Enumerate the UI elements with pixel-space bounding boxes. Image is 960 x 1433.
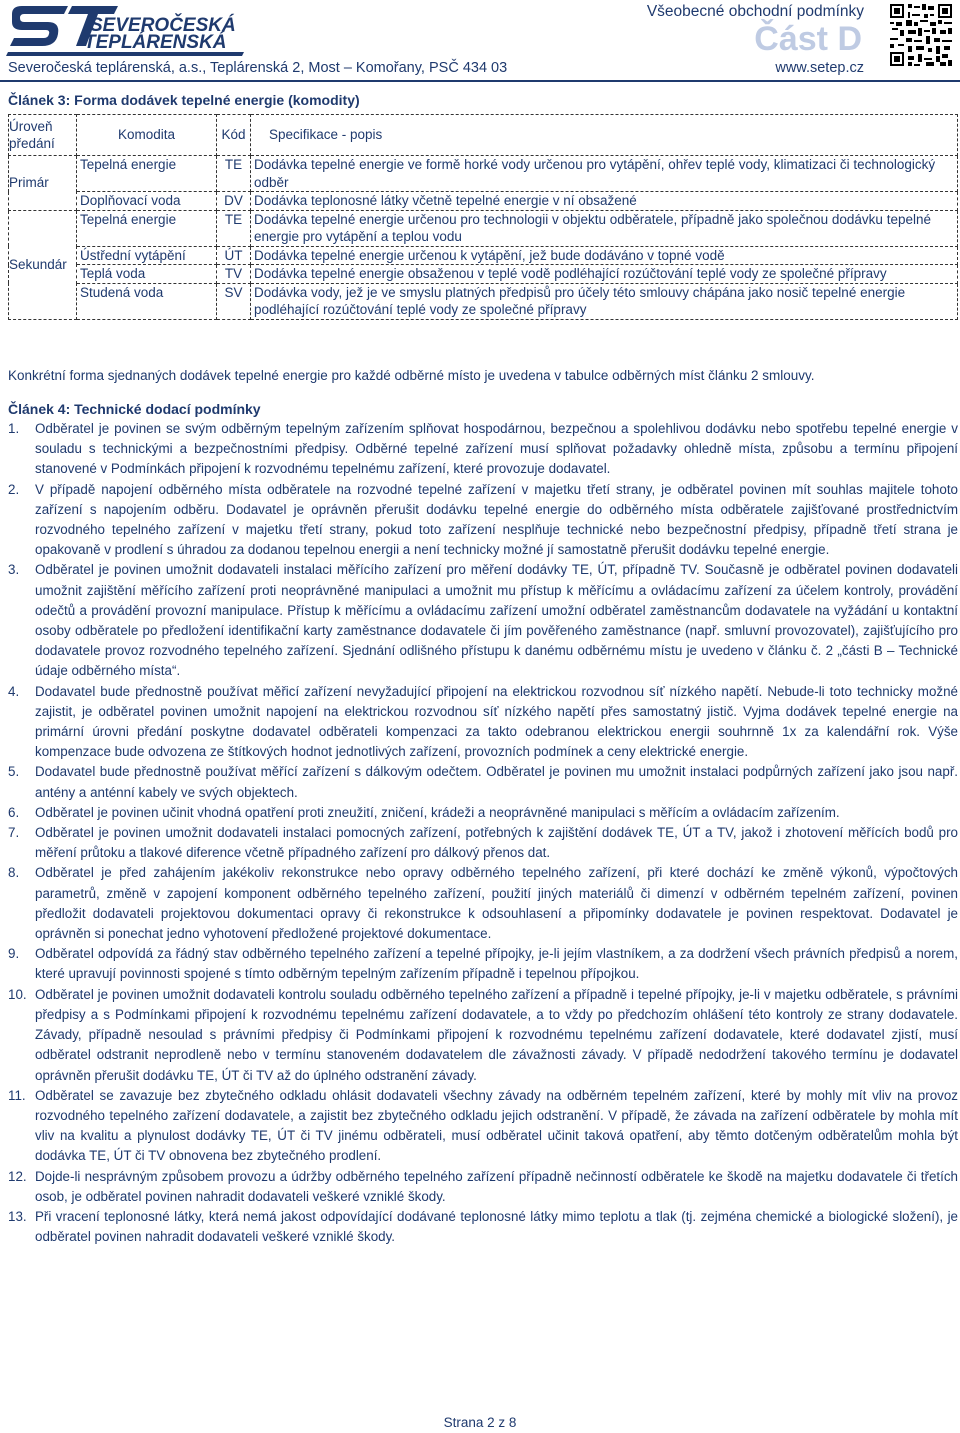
page-header: [0, 0, 960, 80]
header-divider: [0, 80, 960, 82]
commodity-cell: Teplá voda: [77, 265, 217, 284]
table-row: [9, 210, 958, 246]
technical-conditions-list: [8, 419, 958, 1247]
item-number: 9.: [8, 946, 20, 962]
list-item: [8, 823, 958, 863]
item-text: Odběratel je povinen umožnit dodavateli kontrolu souladu odběrného tepelného zařízení a případně i tepelné přípojky, je-li v majetku odběratele, s právními předpisy a s Podmínkami připojení k rozvodnému tepelnému zařízení dodavatele, a to vždy po předchozím ohlášení této kontroly ze strany dodavatele. Závady, případně nesoulad s právními předpisy či Podmínkami připojení k rozvodnému tepelnému zařízení dodavatele, které dodavatel zjistí, musí odběratel odstranit neprodleně nebo v termínu stanoveném dodavatelem dle závažnosti závady. V případě nedodržení takového termínu je dodavatel oprávněn přerušit dodávku TE, ÚT či TV až do úplného odstranění závady.: [35, 986, 958, 1083]
document-part: Část D: [754, 20, 862, 58]
list-item: [8, 1086, 958, 1167]
spec-cell: Dodávka tepelné energie určenou k vytápění, jež bude dodáváno v topné vodě: [251, 246, 958, 265]
item-text: Dodavatel bude přednostně používat měřicí zařízení nevyžadující připojení na elektrickou rozvodnou síť nízkého napětí. Nebude-li toto technicky možné zajistit, je odběratel povinen umožnit napojení na elektrickou rozvodnou síť nízkého napětí přes samostatný jistič. Vyjma dodávek tepelné energie na primární úrovni předání poskytne dodavatel odběrateli kompenzaci za takto odebranou elektrickou energii souhrnně 1x za kalendářní rok. Výše kompenzace bude odvozena ze štítkových hodnot jednotlivých zařízení, provozních podmínek a ceny elektrické energie.: [35, 683, 958, 760]
spec-cell: Dodávka tepelné energie ve formě horké vody určenou pro vytápění, ohřev teplé vody, klimatizaci či technologický odběr: [251, 156, 958, 192]
item-text: Dodavatel bude přednostně používat měřící zařízení s dálkovým odečtem. Odběratel je povinen mu umožnit instalaci podpůrných zařízení jako jsou např. antény a anténní kabely ve svých objektech.: [35, 764, 958, 800]
spec-cell: Dodávka tepelné energie určenou pro technologii v objektu odběratele, případně jako společnou dodávku tepelné energie pro vytápění a teplou vodu: [251, 210, 958, 246]
list-item: [8, 419, 958, 480]
list-item: [8, 682, 958, 763]
website-link[interactable]: www.setep.cz: [775, 60, 864, 76]
item-text: Odběratel je povinen umožnit dodavateli instalaci pomocných zařízení, potřebných k zajištění dodávek TE, ÚT a TV, jakož i zhotovení měřících bodů pro měření průtoku a tlakové diference včetně případného zařízení pro dálkový přenos dat.: [35, 825, 958, 861]
column-header-commodity: Komodita: [77, 115, 217, 156]
item-text: Odběratel odpovídá za řádný stav odběrného tepelného zařízení a tepelné přípojky, je-li jejím vlastníkem, a za dodržení všech právních předpisů a norem, které upravují povinnosti spojené s tímto odběrným tepelným zařízením případně i tepelnou přípojkou.: [35, 946, 958, 982]
item-number: 4.: [8, 683, 20, 699]
spec-cell: Dodávka tepelné energie obsaženou v teplé vodě podléhající rozúčtování teplé vody ze společné přípravy: [251, 265, 958, 284]
list-item: [8, 803, 958, 823]
column-header-spec: Specifikace - popis: [251, 115, 958, 156]
table-header-row: [9, 115, 958, 156]
item-number: 8.: [8, 865, 20, 881]
item-number: 6.: [8, 804, 20, 820]
item-text: Dojde-li nesprávným způsobem provozu a údržby odběrného tepelného zařízení případně nečinností odběratele ke škodě na majetku dodavatele či třetích osob, je odběratel povinen nahradit dodavateli veškeré vzniklé škody.: [35, 1168, 958, 1204]
item-number: 12.: [8, 1168, 27, 1184]
item-number: 5.: [8, 764, 20, 780]
commodity-cell: Ústřední vytápění: [77, 246, 217, 265]
page-number: Strana 2 z 8: [443, 1415, 517, 1430]
item-number: 1.: [8, 421, 20, 436]
table-row: [9, 283, 958, 319]
level-cell: Sekundár: [9, 210, 77, 319]
commodity-cell: Tepelná energie: [77, 210, 217, 246]
forms-note: Konkrétní forma sjednaných dodávek tepelné energie pro každé odběrné místo je uvedena v tabulce odběrných míst článku 2 smlouvy.: [8, 368, 815, 383]
code-cell: TE: [217, 210, 251, 246]
code-cell: SV: [217, 283, 251, 319]
list-item: [8, 944, 958, 984]
item-text: Odběratel je povinen se svým odběrným tepelným zařízením splňovat hospodárnou, bezpečnou a spolehlivou dodávku nebo spotřebu tepelné energie v souladu s technickými a bezpečnostními předpisy. Odběrné tepelné zařízení musí splňovat požadavky ohledně místa, způsobu a termínu připojení stanovené v Podmínkách připojení k rozvodnému tepelnému zařízení, které provozuje dodavatel.: [35, 421, 958, 477]
item-text: Při vracení teplonosné látky, která nemá jakost odpovídající dodávané teplonosné látky mimo teplotu a tlak (tj. zejména chemické a biologické složení), je odběratel povinen nahradit dodavateli veškeré vzniklé škody.: [35, 1208, 958, 1245]
commodity-cell: Studená voda: [77, 283, 217, 319]
item-number: 7.: [8, 825, 20, 841]
commodity-cell: Tepelná energie: [77, 156, 217, 192]
item-number: 10.: [8, 986, 27, 1002]
column-header-level: Úroveň předání: [9, 115, 77, 156]
commodity-cell: Doplňovací voda: [77, 192, 217, 211]
document-title: Všeobecné obchodní podmínky: [646, 3, 864, 20]
table-row: [9, 156, 958, 192]
commodity-forms-table: [8, 114, 958, 320]
item-number: 13.: [8, 1208, 27, 1224]
list-item: [8, 1167, 958, 1207]
list-item: [8, 985, 958, 1086]
table-row: [9, 265, 958, 284]
spec-cell: Dodávka vody, jež je ve smyslu platných předpisů pro účely této smlouvy chápána jako nosič tepelné energie podléhající rozúčtování teplé vody ze společné přípravy: [251, 283, 958, 319]
table-row: [9, 246, 958, 265]
list-item: [8, 762, 958, 802]
code-cell: ÚT: [217, 246, 251, 265]
logo-text-line2: TEPLÁRENSKÁ: [84, 32, 227, 53]
article4-title: Článek 4: Technické dodací podmínky: [8, 401, 261, 417]
article3-title: Článek 3: Forma dodávek tepelné energie (komodity): [8, 92, 360, 108]
item-text: V případě napojení odběrného místa odběratele na rozvodné tepelné zařízení v majetku třetí strany, je odběratel povinen mít souhlas majitele tohoto zařízení s napojením odběru. Dodavatel je oprávněn přerušit dodávku tepelné energie do odběrného místa odběratele zajišťované prostřednictvím rozvodného tepelného zařízení v majetku třetí strany, pokud toto zařízení nesplňuje technické nebo bezpečnostní předpisy, případně třetí strana je opakovaně v prodlení s úhradou za dodanou tepelnou energii a není technicky možné jí samostatně přerušit dodávku tepelné energie.: [35, 481, 958, 558]
item-text: Odběratel se zavazuje bez zbytečného odkladu ohlásit dodavateli všechny závady na odběrném tepelném zařízení, které by mohly mít vliv na provoz rozvodného tepelného zařízení dodavatele, a zajistit bez zbytečného odkladu jejich odstranění. V případě, že závada na zařízení odběratele by mohla mít vliv na kvalitu a plynulost dodávky TE, ÚT či TV jinému odběrateli, musí odběratel učinit taková opatření, aby těmto dotčeným odběratelům mohla být dodávka TE, ÚT či TV obnovena bez zbytečného prodlení.: [35, 1087, 958, 1164]
level-cell: Primár: [9, 156, 77, 211]
item-number: 2.: [8, 481, 20, 497]
column-header-code: Kód: [217, 115, 251, 156]
logo-text-line1: SEVEROČESKÁ: [90, 15, 236, 36]
company-logo: [6, 2, 246, 60]
list-item: [8, 560, 958, 681]
item-number: 3.: [8, 562, 20, 578]
spec-cell: Dodávka teplonosné látky včetně tepelné energie v ní obsažené: [251, 192, 958, 211]
item-text: Odběratel je povinen umožnit dodavateli instalaci měřícího zařízení pro měření dodávky TE, ÚT, případně TV. Současně je odběratel povinen dodavateli umožnit zajištění měřícího zařízení proti neoprávněné manipulaci a umožnit mu přístup k měřícímu a ovládacímu zařízení za účelem kontroly, provádění odečtů a provádění provozní manipulace. Přístup k měřícímu a ovládacímu zařízení umožní odběratel zaměstnancům dodavatele na vyžádání u kontaktní osoby odběratele po předložení identifikační karty zaměstnance dodavatele či jím pověřeného zaměstnance (např. smluvní provozovatel), zajišťujícího pro dodavatele provoz rozvodného tepelného zařízení. Sjednání odlišného přístupu k danému odběrnému místu je uvedeno v článku č. 2 „části B – Technické údaje odběrného místa“.: [35, 562, 958, 679]
company-address: Severočeská teplárenská, a.s., Teplárenská 2, Most – Komořany, PSČ 434 03: [8, 60, 508, 76]
qr-code-icon: [888, 2, 954, 68]
list-item: [8, 1207, 958, 1247]
item-text: Odběratel je před zahájením jakékoliv rekonstrukce nebo opravy odběrného tepelného zařízení, při které dochází ke změně výkonů, výpočtových parametrů, změně v zapojení komponent odběrného tepelného zařízení, použití jiných materiálů či dimenzí v odběrném tepelném zařízení, povinen předložit dodavateli projektovou dokumentaci opravy či rekonstrukce k odsouhlasení a připomínky dodavatele je povinen respektovat. Dodavatel je oprávněn si ponechat jedno vyhotovení předložené projektové dokumentace.: [35, 865, 958, 942]
code-cell: TE: [217, 156, 251, 192]
list-item: [8, 480, 958, 561]
item-number: 11.: [8, 1087, 26, 1103]
table-row: [9, 192, 958, 211]
code-cell: TV: [217, 265, 251, 284]
list-item: [8, 863, 958, 944]
code-cell: DV: [217, 192, 251, 211]
item-text: Odběratel je povinen učinit vhodná opatření proti zneužití, zničení, krádeži a neoprávněné manipulaci s měřícím a ovládacím zařízením.: [35, 804, 840, 820]
